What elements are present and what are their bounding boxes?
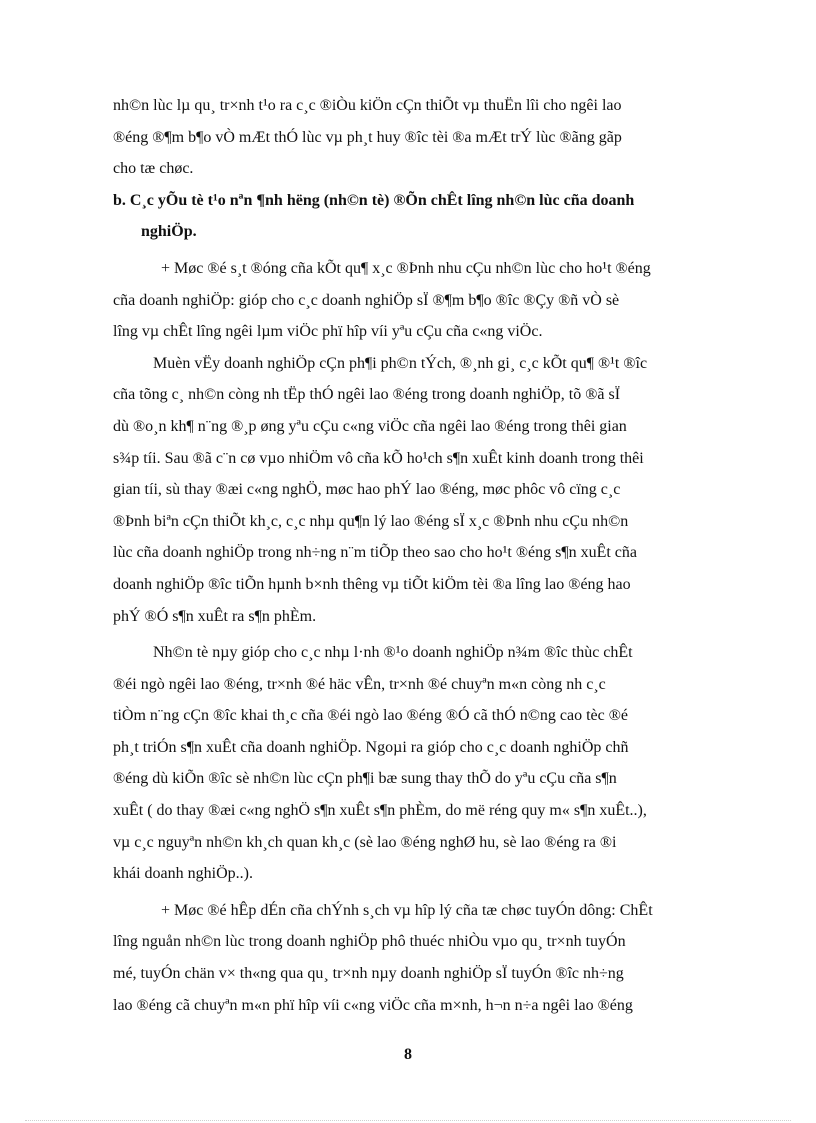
text-line: Nh©n tè nµy gióp cho c¸c nhµ l·nh ®¹o doanh nghiÖp n¾m ®îc thùc chÊt: [153, 644, 633, 662]
text-line: dù ®o¸n kh¶ n¨ng ®¸p øng yªu cÇu c«ng viÖc cña ngêi lao ®éng trong thêi gian: [113, 417, 627, 435]
text-line: cña tõng c¸ nh©n còng nh tËp thÓ ngêi lao ®éng trong doanh nghiÖp, tõ ®ã sÏ: [113, 386, 621, 404]
text-line: vµ c¸c nguyªn nh©n kh¸ch quan kh¸c (sè lao ®éng nghØ hu, sè lao ®éng ra ®i: [113, 833, 617, 851]
text-line: doanh nghiÖp ®îc tiÕn hµnh b×nh thêng vµ tiÕt kiÖm tèi ®a lîng lao ®éng hao: [113, 575, 631, 593]
paragraph-continuation: [113, 90, 739, 185]
text-line: phÝ ®Ó s¶n xuÊt ra s¶n phÈm.: [113, 607, 317, 625]
text-line: mé, tuyÓn chän v× th«ng qua qu¸ tr×nh nµy doanh nghiÖp sÏ tuyÓn ®îc nh÷ng: [113, 965, 624, 983]
text-line: khái doanh nghiÖp..).: [113, 865, 253, 883]
text-line: lao ®éng cã chuyªn m«n phï hîp víi c«ng viÖc cña m×nh, h¬n n÷a ngêi lao ®éng: [113, 996, 633, 1014]
text-line: cña doanh nghiÖp: gióp cho c¸c doanh nghiÖp sÏ ®¶m b¶o ®îc ®Çy ®ñ vÒ sè: [113, 291, 620, 309]
text-line: cho tæ chøc.: [113, 160, 194, 178]
page-number: 8: [404, 1046, 412, 1063]
paragraph-forecast-accuracy: [113, 253, 739, 348]
body-text: [113, 90, 739, 1021]
text-line: s¾p tíi. Sau ®ã c¨n cø vµo nhiÖm vô cña kÕ ho¹ch s¶n xuÊt kinh doanh trong thêi: [113, 449, 644, 467]
text-line: ®éi ngò ngêi lao ®éng, tr×nh ®é häc vÊn, tr×nh ®é chuyªn m«n còng nh c¸c: [113, 675, 606, 693]
text-line: lîng vµ chÊt lîng ngêi lµm viÖc phï hîp víi yªu cÇu cña c«ng viÖc.: [113, 323, 543, 341]
text-line: ®éng ®¶m b¶o vÒ mÆt thÓ lùc vµ ph¸t huy ®îc tèi ®a mÆt trÝ lùc ®ãng gãp: [113, 128, 622, 146]
text-line: gian tíi, sù thay ®æi c«ng nghÖ, møc hao phÝ lao ®éng, møc phôc vô cïng c¸c: [113, 481, 621, 499]
text-line: lùc cña doanh nghiÖp trong nh÷ng n¨m tiÕp theo sao cho ho¹t ®éng s¶n xuÊt cña: [113, 544, 637, 562]
text-line: xuÊt ( do thay ®æi c«ng nghÖ s¶n xuÊt s¶n phÈm, do më réng quy m« s¶n xuÊt..),: [113, 802, 647, 820]
paragraph-analysis: [113, 348, 739, 632]
text-line: + Møc ®é s¸t ®óng cña kÕt qu¶ x¸c ®Þnh nhu cÇu nh©n lùc cho ho¹t ®éng: [161, 259, 651, 277]
heading-line: b. C¸c yÕu tè t¹o nªn ¶nh hëng (nh©n tè) ®Õn chÊt lîng nh©n lùc cña doanh: [113, 191, 635, 209]
text-line: ®éng dù kiÕn ®îc sè nh©n lùc cÇn ph¶i bæ sung thay thÕ do yªu cÇu cña s¶n: [113, 770, 617, 788]
text-line: ph¸t triÓn s¶n xuÊt cña doanh nghiÖp. Ngoµi ra gióp cho c¸c doanh nghiÖp chñ: [113, 738, 629, 756]
text-line: tiÒm n¨ng cÇn ®îc khai th¸c cña ®éi ngò lao ®éng ®Ó cã thÓ n©ng cao tèc ®é: [113, 707, 629, 725]
page-bottom-divider: [25, 1120, 791, 1121]
text-line: nh©n lùc lµ qu¸ tr×nh t¹o ra c¸c ®iÒu kiÖn cÇn thiÕt vµ thuËn lîi cho ngêi lao: [113, 97, 622, 114]
text-line: ®Þnh biªn cÇn thiÕt kh¸c, c¸c nhµ qu¶n lý lao ®éng sÏ x¸c ®Þnh nhu cÇu nh©n: [113, 512, 629, 530]
text-line: lîng nguån nh©n lùc trong doanh nghiÖp phô thuéc nhiÒu vµo qu¸ tr×nh tuyÓn: [113, 933, 626, 951]
paragraph-factor-benefits: [113, 637, 739, 890]
text-line: + Møc ®é hÊp dÉn cña chÝnh s¸ch vµ hîp lý cña tæ chøc tuyÓn dông: ChÊt: [161, 901, 653, 919]
paragraph-recruitment: [113, 895, 739, 1021]
section-heading: [113, 185, 739, 248]
text-line: Muèn vËy doanh nghiÖp cÇn ph¶i ph©n tÝch, ®¸nh gi¸ c¸c kÕt qu¶ ®¹t ®îc: [153, 354, 648, 372]
heading-line: nghiÖp.: [141, 223, 197, 241]
